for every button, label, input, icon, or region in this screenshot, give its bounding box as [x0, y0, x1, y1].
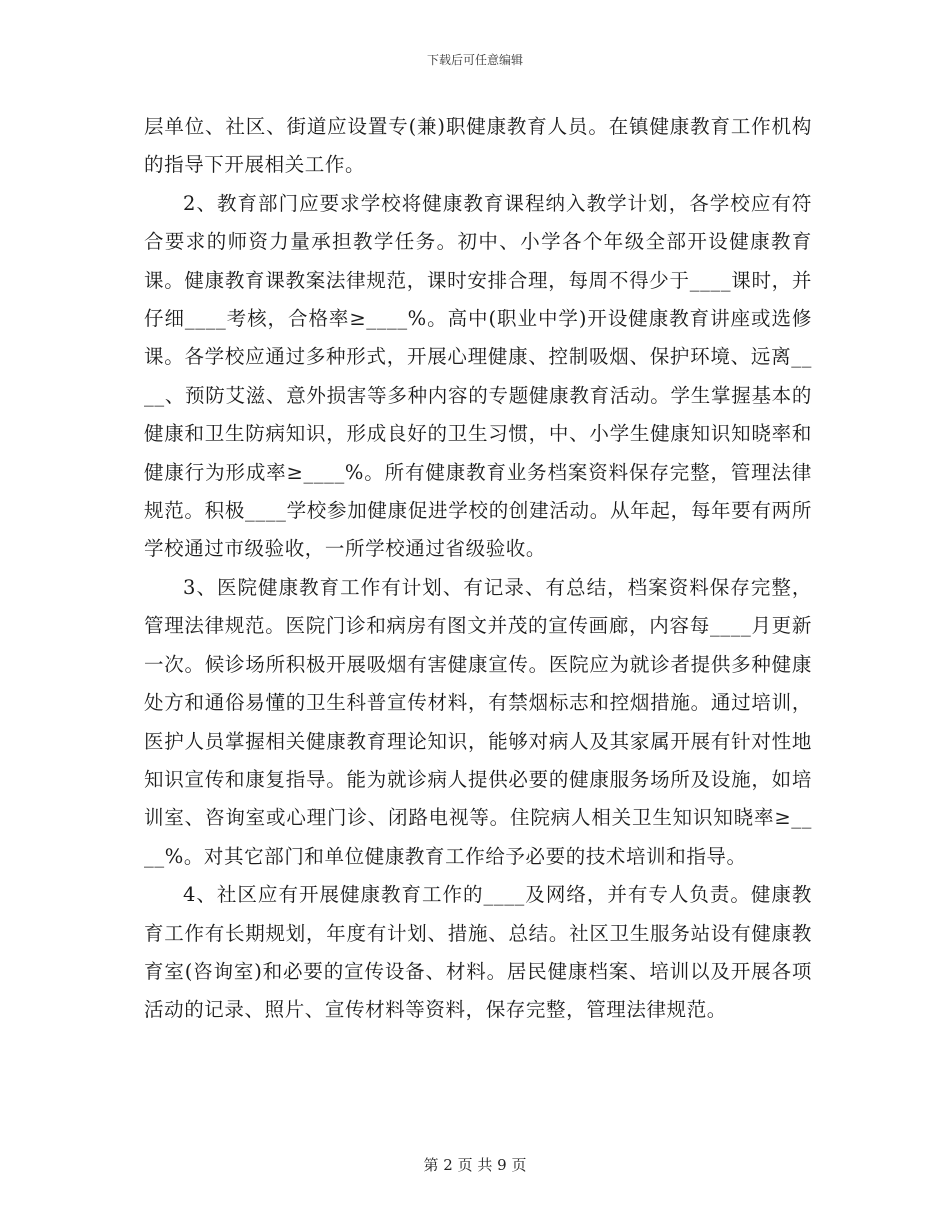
paragraph-education-department: 2、教育部门应要求学校将健康教育课程纳入教学计划，各学校应有符合要求的师资力量承担教学任务。初中、小学各个年级全部开设健康教育课。健康教育课教案法律规范，课时安排合理，每周不得少于____课时，并仔细____考核，合格率≥____%。高中(职业中学)开设健康教育讲座或选修课。各学校应通过多种形式，开展心理健康、控制吸烟、保护环境、远离____、预防艾滋、意外损害等多种内容的专题健康教育活动。学生掌握基本的健康和卫生防病知识，形成良好的卫生习惯，中、小学生健康知识知晓率和健康行为形成率≥____%。所有健康教育业务档案资料保存完整，管理法律规范。积极____学校参加健康促进学校的创建活动。从年起，每年要有两所学校通过市级验收，一所学校通过省级验收。 [144, 191, 812, 561]
paragraph-hospital: 3、医院健康教育工作有计划、有记录、有总结，档案资料保存完整，管理法律规范。医院门诊和病房有图文并茂的宣传画廊，内容每____月更新一次。候诊场所积极开展吸烟有害健康宣传。医院应为就诊者提供多种健康处方和通俗易懂的卫生科普宣传材料，有禁烟标志和控烟措施。通过培训，医护人员掌握相关健康教育理论知识，能够对病人及其家属开展有针对性地知识宣传和康复指导。能为就诊病人提供必要的健康服务场所及设施，如培训室、咨询室或心理门诊、闭路电视等。住院病人相关卫生知识知晓率≥____%。对其它部门和单位健康教育工作给予必要的技术培训和指导。 [144, 575, 812, 868]
page-number: 第 2 页 共 9 页 [423, 1156, 527, 1174]
document-body [144, 108, 812, 1030]
paragraph-community: 4、社区应有开展健康教育工作的____及网络，并有专人负责。健康教育工作有长期规划，年度有计划、措施、总结。社区卫生服务站设有健康教育室(咨询室)和必要的宣传设备、材料。居民健康档案、培训以及开展各项活动的记录、照片、宣传材料等资料，保存完整，管理法律规范。 [144, 883, 812, 1022]
page-header: 下载后可任意编辑 [426, 53, 523, 67]
paragraph-continuation: 层单位、社区、街道应设置专(兼)职健康教育人员。在镇健康教育工作机构的指导下开展相关工作。 [144, 115, 812, 177]
